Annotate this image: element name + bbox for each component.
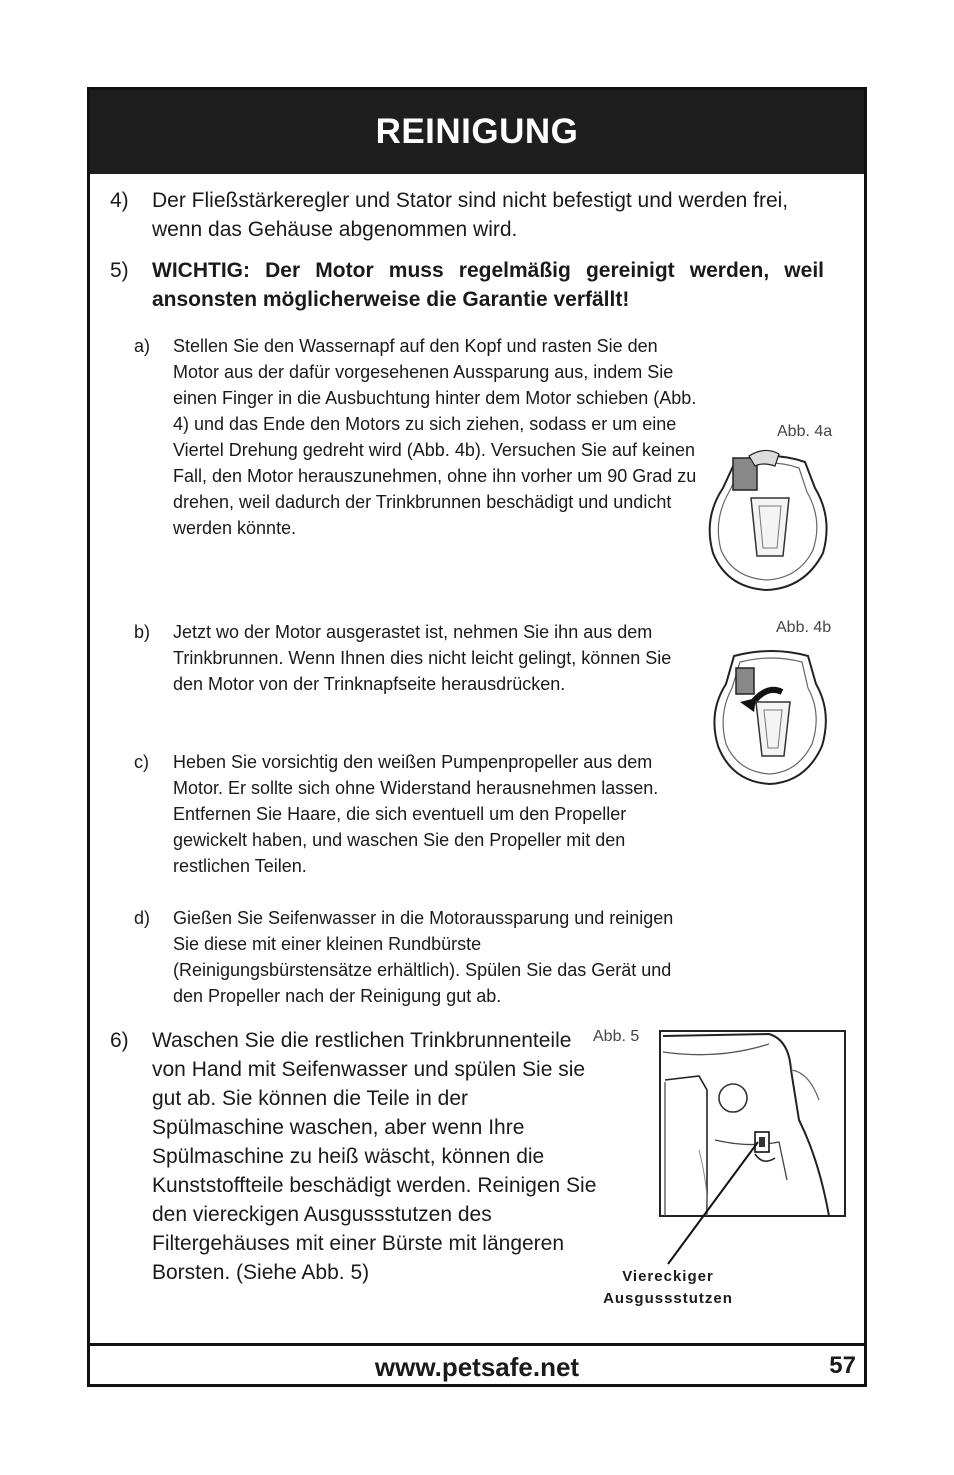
figure-caption-abb4a: Abb. 4a [777, 423, 833, 440]
sub-item-a [134, 333, 704, 593]
page-number: 57 [829, 1352, 856, 1379]
figure-abb4b-illustration [710, 646, 834, 786]
sub-item-text: Jetzt wo der Motor ausgerastet ist, nehmen Sie ihn aus dem Trinkbrunnen. Wenn Ihnen dies nicht leicht gelingt, können Sie den Motor von der Trinknapfseite herausdrücken. [173, 622, 672, 694]
item-number: 4) [110, 189, 129, 212]
item-text: Der Fließstärkeregler und Stator sind nicht befestigt und werden frei, wenn das Gehäuse abgenommen wird. [152, 189, 789, 241]
sub-item-d [134, 905, 694, 1015]
figure-abb5-label-line1: Viereckiger [622, 1268, 714, 1285]
item-text-warning: WICHTIG: Der Motor muss regelmäßig gereinigt werden, weil ansonsten möglicherweise die Garantie verfällt! [152, 259, 824, 311]
section-title: REINIGUNG [375, 112, 579, 151]
sub-item-letter: d) [134, 908, 151, 928]
sub-item-text: Heben Sie vorsichtig den weißen Pumpenpropeller aus dem Motor. Er sollte sich ohne Widerstand herausnehmen lassen. Entfernen Sie Haare, die sich eventuell um den Propeller gewickelt haben, und waschen Sie den Propeller mit den restlichen Teilen. [173, 752, 659, 876]
item-number: 6) [110, 1029, 129, 1052]
list-item-6 [110, 1026, 610, 1326]
sub-item-text: Stellen Sie den Wassernapf auf den Kopf und rasten Sie den Motor aus der dafür vorgesehenen Aussparung aus, indem Sie einen Finger in die Ausbuchtung hinter dem Motor schieben (Abb. 4) und das Ende den Motors zu sich ziehen, sodass er um eine Viertel Drehung gedreht wird (Abb. 4b). Versuchen Sie auf keinen Fall, den Motor herauszunehmen, ohne ihn vorher um 90 Grad zu drehen, weil dadurch der Trinkbrunnen beschädigt und undicht werden könnte. [173, 336, 697, 538]
footer-divider [90, 1343, 864, 1346]
figure-abb4a-illustration [705, 448, 835, 594]
sub-item-letter: c) [134, 752, 149, 772]
sub-item-letter: b) [134, 622, 151, 642]
figure-caption-abb4b: Abb. 4b [776, 619, 832, 636]
sub-item-c [134, 749, 694, 884]
figure-abb5-label [578, 1266, 758, 1310]
section-header [90, 90, 864, 174]
footer-url: www.petsafe.net [374, 1352, 580, 1382]
figure-caption-abb5: Abb. 5 [593, 1028, 640, 1045]
sub-item-text: Gießen Sie Seifenwasser in die Motoraussparung und reinigen Sie diese mit einer kleinen Rundbürste (Reinigungsbürstensätze erhältlich). Spülen Sie das Gerät und den Propeller nach der Reinigung gut ab. [173, 908, 674, 1006]
list-item-5 [110, 256, 830, 316]
figure-abb5-label-line2: Ausgussstutzen [603, 1290, 733, 1307]
figure-abb5-pointer-line [660, 1138, 770, 1268]
list-item-4 [110, 186, 830, 246]
item-text: Waschen Sie die restlichen Trinkbrunnenteile von Hand mit Seifenwasser und spülen Sie sie gut ab. Sie können die Teile in der Spülmaschine waschen, aber wenn Ihre Spülmaschine zu heiß wäscht, können die Kunststoffteile beschädigt werden. Reinigen Sie den viereckigen Ausgussstutzen des Filtergehäuses mit einer Bürste mit längeren Borsten. (Siehe Abb. 5) [152, 1029, 597, 1284]
item-number: 5) [110, 259, 129, 282]
sub-item-b [134, 619, 694, 729]
sub-item-letter: a) [134, 336, 151, 356]
